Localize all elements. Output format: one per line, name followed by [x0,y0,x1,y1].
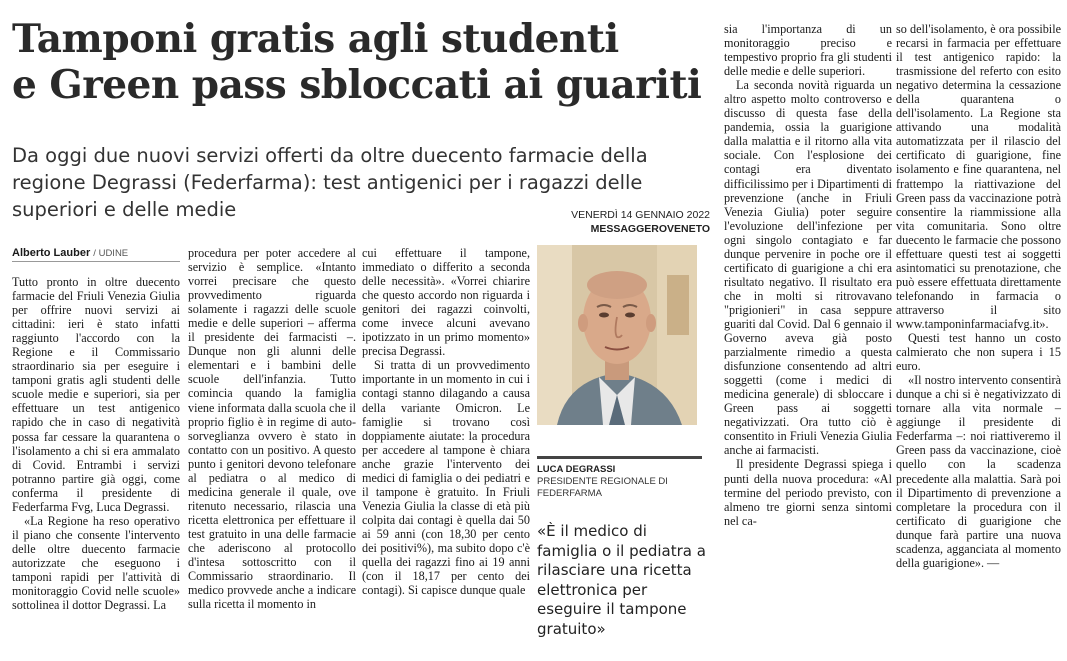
paragraph: Il presidente Degrassi spiega i punti della nuova procedura: «Al termine del periodo previsto, con almeno tre giorni senza sintomi nel ca- [724,457,892,528]
pull-quote: «È il medico di famiglia o il pediatra a rilasciare una ricetta elettronica per eseguire il tampone gratuito» [537,522,706,638]
newspaper-name: MESSAGGEROVENETO [590,223,710,235]
paragraph: Tutto pronto in oltre duecento farmacie del Friuli Venezia Giulia per offrire nuovi servizi ai cittadini: ieri è stato infatti raggiunto l'accordo con la Regione e il Commissario straordinario sia per eseguire i tamponi gratis agli studenti delle scuole medie e superiori, sia per effettuare un test antigenico rapido che in caso di negatività possa far cessare la quarantena o l'isolamento a chi si era ammalato di Covid. Entrambi i servizi potranno partire già oggi, come conferma il presidente di Federfarma Fvg, Luca Degrassi. [12,275,180,514]
article-subhead: Da oggi due nuovi servizi offerti da oltre duecento farmacie della regione Degrassi (Federfarma): test antigenici per i ragazzi delle superiori e delle medie [12,144,648,221]
text-column-1 [12,275,180,612]
paragraph: procedura per poter accedere al servizio è semplice. «Intanto vorrei precisare che questo provvedimento riguarda solamente i ragazzi delle scuole medie e delle superiori – afferma il presidente dei farmacisti –. Dunque non gli alunni delle elementari e i bambini delle scuole dell'infanzia. Tutto comincia quando la famiglia viene informata dalla scuola che il proprio figlio è in regime di auto-sorveglianza ovvero è stato in contatto con un positivo. A questo punto i genitori devono telefonare al pediatra o al medico di medicina generale il quale, ove ritenuto necessario, rilascia una ricetta elettronica per effettuare il test gratuito in una delle farmacie che aderiscono al protocollo d'intesa sottoscritto con il Commissario straordinario. Il medico provvede anche a indicare sulla ricetta il momento in [188,246,356,612]
paragraph: La seconda novità riguarda un altro aspetto molto controverso e discusso di questa fase della pandemia, ossia la guarigione dalla malattia e il ritorno alla vita sociale. Con l'esplosione dei contagi era diventato difficilissimo per i Dipartimenti di prevenzione (anche in Friuli Venezia Giulia) poter seguire l'evoluzione dell'infezione per ogni singolo contagiato e far dunque pervenire in poche ore il certificato di guarigione a chi era risultato negativo. Il risultato era che in molti si ritrovavano "prigionieri" in casa seppure guariti dal Covid. Dal 6 gennaio il Governo aveva già posto parzialmente rimedio a questa disfunzione consentendo ad altri soggetti (come i medici di medicina generale) di sbloccare i Green pass ai soggetti negativizzati. Ora tutto ciò è consentito in Friuli Venezia Giulia anche ai farmacisti. [724,78,892,458]
publication-date: VENERDÌ 14 GENNAIO 2022 [571,209,710,221]
paragraph: Questi test hanno un costo calmierato che non supera i 15 euro. [896,331,1061,374]
portrait-photo [537,245,697,425]
paragraph: cui effettuare il tampone, immediato o differito a seconda delle necessità». «Vorrei chiarire che questo accordo non riguarda i genitori dei ragazzi coinvolti, come invece alcuni avevano ipotizzato in un primo momento» precisa Degrassi. [362,246,530,359]
paragraph: «La Regione ha reso operativo il piano che consente l'intervento delle oltre duecento farmacie autorizzate che eseguono i tamponi rapidi per l'attività di monitoraggio Covid nelle scuole» sottolinea il dottor Degrassi. La [12,513,180,613]
portrait-illustration [537,245,697,425]
text-column-4 [724,22,892,528]
byline: Alberto Lauber / UDINE [12,247,180,262]
author-name: Alberto Lauber [12,247,91,259]
text-column-3 [362,246,530,597]
headline-line-1: Tamponi gratis agli studenti [12,16,619,62]
paragraph: Si tratta di un provvedimento importante in un momento in cui i contagi stanno dilagando a causa della variante Omicron. Le famiglie si trovano così doppiamente aiutate: la procedura per accedere al tampone è chiara anche grazie l'intervento dei medici di famiglia o dei pediatri e il tampone è gratuito. In Friuli Venezia Giulia la classe di età più colpita dai contagi è quella dai 50 ai 59 anni (con 18,30 per cento dei positivi%), ma subito dopo c'è quella dei ragazzi fino ai 19 anni (con il 18,17 per cento dei contagi). Si capisce dunque quale [362,358,530,598]
paragraph: «Il nostro intervento consentirà dunque a chi si è negativizzato di tornare alla vita normale – aggiunge il presidente di Federfarma –: noi riattiveremo il Green pass da vaccinazione, cioè quello con la scadenza precedente alla malattia. Sarà poi il Dipartimento di prevenzione a completare la procedura con il certificato di guarigione che dunque farà partire una nuova scadenza, agganciata al momento della guarigione». — [896,373,1061,570]
caption-role: PRESIDENTE REGIONALE DI FEDERFARMA [537,476,668,499]
dateline [571,208,710,236]
article-headline [12,16,712,108]
dateline-location: UDINE [98,248,129,259]
text-column-2 [188,246,356,611]
photo-caption [537,456,702,500]
caption-name: LUCA DEGRASSI [537,464,616,475]
paragraph: so dell'isolamento, è ora possibile recarsi in farmacia per effettuare il test antigenico rapido: la trasmissione del referto con esito negativo determina la cessazione della quarantena o dell'isolamento. La Regione sta attivando una modalità automatizzata per il rilascio del certificato di guarigione, fine isolamento e fine quarantena, nel frattempo la riattivazione del Green pass da vaccinazione potrà consentire la riammissione alla vita comunitaria. Sono oltre duecento le farmacie che possono effettuare questi test ai soggetti asintomatici su prenotazione, che può essere effettuata direttamente telefonando in farmacia o attraverso il sito www.tamponinfarmaciafvg.it». [896,22,1061,331]
paragraph: sia l'importanza di un monitoraggio preciso e tempestivo proprio fra gli studenti delle medie e delle superiori. [724,22,892,79]
text-column-5 [896,22,1061,570]
headline-line-2: e Green pass sbloccati ai guariti [12,62,702,108]
